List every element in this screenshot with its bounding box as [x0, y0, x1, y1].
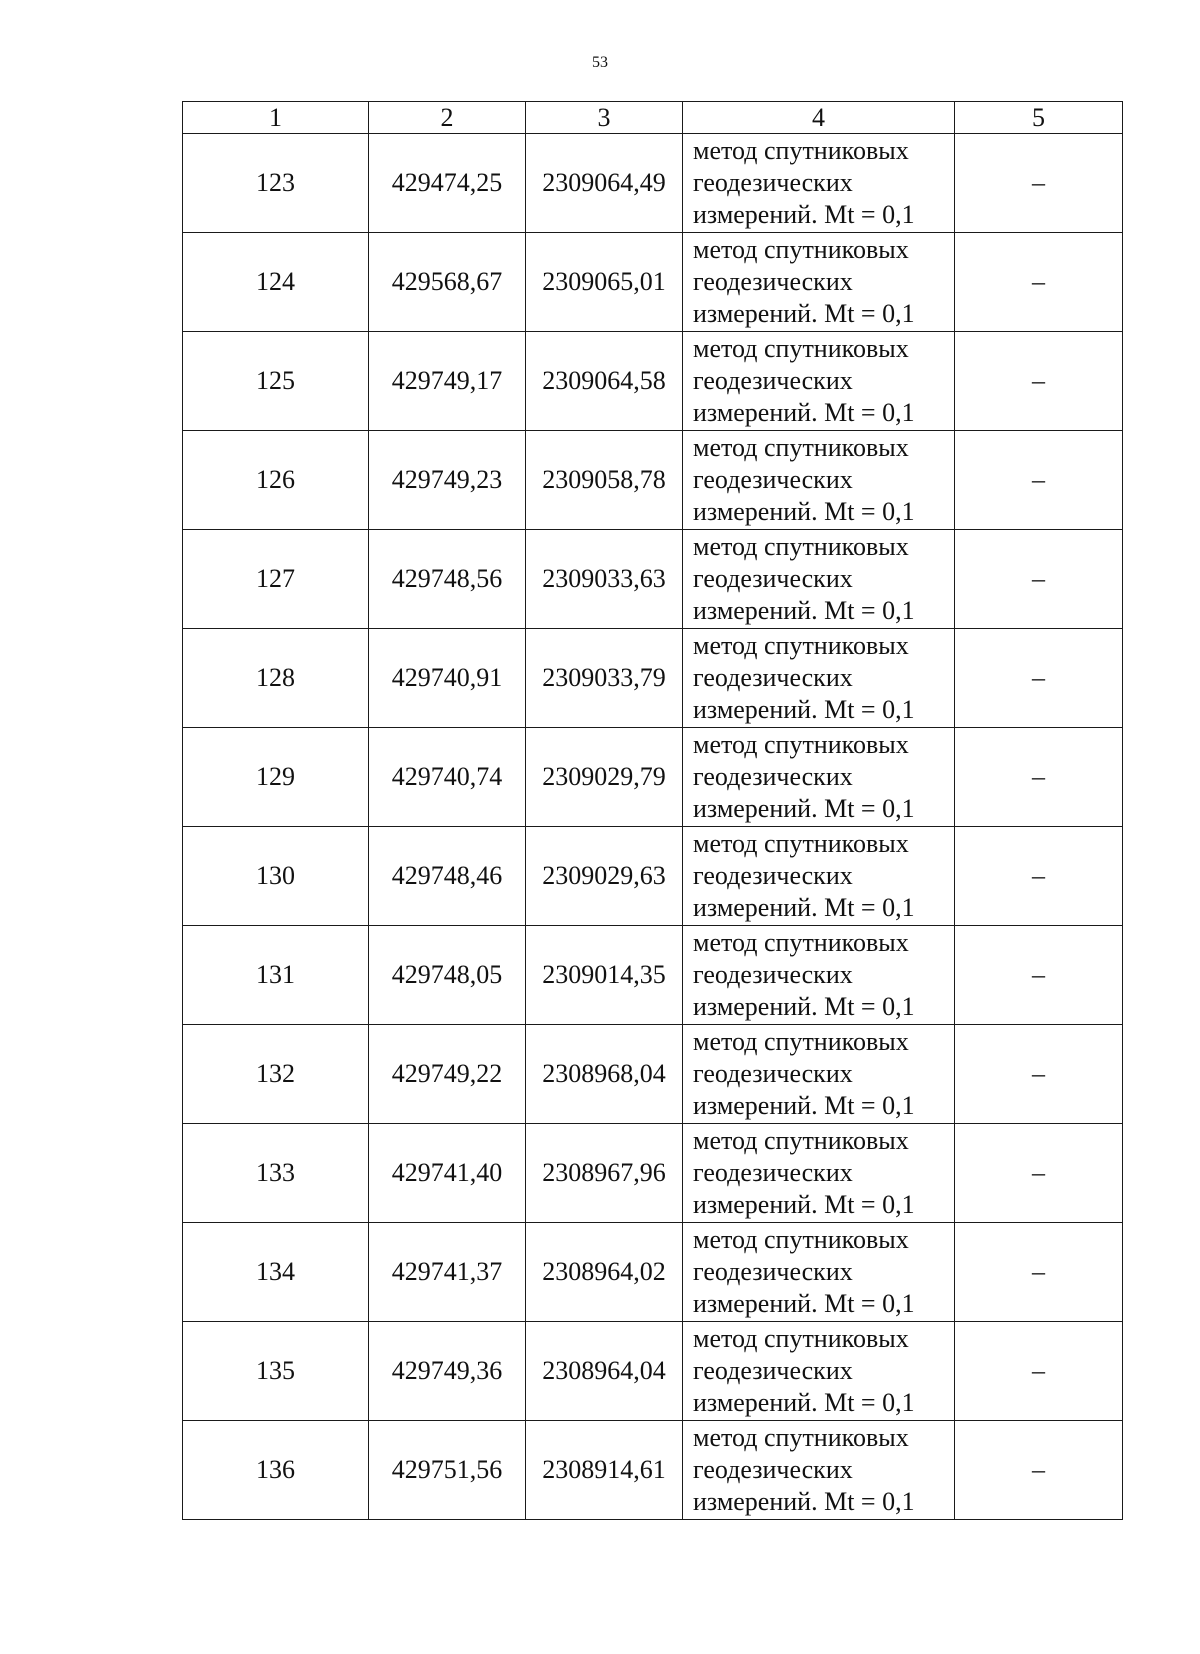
point-number-cell: 135: [183, 1322, 369, 1421]
method-cell: [683, 1025, 955, 1124]
x-coordinate-cell: 429748,56: [369, 530, 526, 629]
column-5-cell: –: [955, 827, 1123, 926]
table-row: [183, 332, 1123, 431]
table-row: [183, 1322, 1123, 1421]
x-coordinate-cell: 429740,91: [369, 629, 526, 728]
column-5-cell: –: [955, 1025, 1123, 1124]
x-coordinate-cell: 429741,37: [369, 1223, 526, 1322]
y-coordinate-cell: 2308964,04: [526, 1322, 683, 1421]
method-line-3: измерений. Mt = 0,1: [693, 794, 915, 823]
y-coordinate-cell: 2308967,96: [526, 1124, 683, 1223]
column-5-cell: –: [955, 1421, 1123, 1520]
y-coordinate-cell: 2309064,49: [526, 134, 683, 233]
y-coordinate-cell: 2309029,63: [526, 827, 683, 926]
method-cell: [683, 1421, 955, 1520]
y-coordinate-cell: 2309033,63: [526, 530, 683, 629]
method-line-3: измерений. Mt = 0,1: [693, 1091, 915, 1120]
x-coordinate-cell: 429568,67: [369, 233, 526, 332]
table-row: [183, 233, 1123, 332]
y-coordinate-cell: 2308964,02: [526, 1223, 683, 1322]
x-coordinate-cell: 429748,46: [369, 827, 526, 926]
method-line-3: измерений. Mt = 0,1: [693, 200, 915, 229]
table-row: [183, 530, 1123, 629]
method-cell: [683, 332, 955, 431]
method-line-3: измерений. Mt = 0,1: [693, 1487, 915, 1516]
x-coordinate-cell: 429474,25: [369, 134, 526, 233]
table-body: [183, 134, 1123, 1520]
method-cell: [683, 728, 955, 827]
point-number-cell: 134: [183, 1223, 369, 1322]
y-coordinate-cell: 2309029,79: [526, 728, 683, 827]
method-line-3: измерений. Mt = 0,1: [693, 1190, 915, 1219]
x-coordinate-cell: 429748,05: [369, 926, 526, 1025]
page-number: 53: [592, 54, 608, 71]
method-line-3: измерений. Mt = 0,1: [693, 497, 915, 526]
method-line-1: метод спутниковых: [693, 334, 909, 363]
method-line-3: измерений. Mt = 0,1: [693, 1289, 915, 1318]
table-row: [183, 1223, 1123, 1322]
table-row: [183, 827, 1123, 926]
method-line-2: геодезических: [693, 564, 853, 593]
point-number-cell: 127: [183, 530, 369, 629]
method-line-2: геодезических: [693, 1158, 853, 1187]
table-row: [183, 926, 1123, 1025]
method-cell: [683, 926, 955, 1025]
header-col-3: 3: [526, 102, 683, 134]
method-line-2: геодезических: [693, 762, 853, 791]
y-coordinate-cell: 2309014,35: [526, 926, 683, 1025]
point-number-cell: 128: [183, 629, 369, 728]
coordinates-table: [182, 101, 1123, 1520]
header-row: [183, 102, 1123, 134]
table-row: [183, 629, 1123, 728]
method-cell: [683, 629, 955, 728]
point-number-cell: 123: [183, 134, 369, 233]
column-5-cell: –: [955, 728, 1123, 827]
column-5-cell: –: [955, 134, 1123, 233]
column-5-cell: –: [955, 332, 1123, 431]
header-col-1: 1: [183, 102, 369, 134]
y-coordinate-cell: 2309058,78: [526, 431, 683, 530]
method-line-1: метод спутниковых: [693, 829, 909, 858]
x-coordinate-cell: 429740,74: [369, 728, 526, 827]
method-cell: [683, 1322, 955, 1421]
method-line-1: метод спутниковых: [693, 532, 909, 561]
method-line-1: метод спутниковых: [693, 136, 909, 165]
x-coordinate-cell: 429749,23: [369, 431, 526, 530]
method-line-3: измерений. Mt = 0,1: [693, 1388, 915, 1417]
method-line-1: метод спутниковых: [693, 1126, 909, 1155]
method-line-2: геодезических: [693, 1455, 853, 1484]
header-col-4: 4: [683, 102, 955, 134]
x-coordinate-cell: 429749,22: [369, 1025, 526, 1124]
point-number-cell: 126: [183, 431, 369, 530]
method-line-2: геодезических: [693, 168, 853, 197]
method-line-3: измерений. Mt = 0,1: [693, 596, 915, 625]
method-line-2: геодезических: [693, 1356, 853, 1385]
point-number-cell: 130: [183, 827, 369, 926]
table-row: [183, 1421, 1123, 1520]
method-line-1: метод спутниковых: [693, 928, 909, 957]
method-line-2: геодезических: [693, 366, 853, 395]
method-cell: [683, 1124, 955, 1223]
point-number-cell: 124: [183, 233, 369, 332]
method-cell: [683, 233, 955, 332]
point-number-cell: 132: [183, 1025, 369, 1124]
x-coordinate-cell: 429749,17: [369, 332, 526, 431]
method-line-3: измерений. Mt = 0,1: [693, 992, 915, 1021]
method-cell: [683, 827, 955, 926]
column-5-cell: –: [955, 1223, 1123, 1322]
method-cell: [683, 134, 955, 233]
method-line-1: метод спутниковых: [693, 1423, 909, 1452]
column-5-cell: –: [955, 233, 1123, 332]
method-line-2: геодезических: [693, 663, 853, 692]
y-coordinate-cell: 2308968,04: [526, 1025, 683, 1124]
table-row: [183, 1025, 1123, 1124]
point-number-cell: 133: [183, 1124, 369, 1223]
column-5-cell: –: [955, 629, 1123, 728]
y-coordinate-cell: 2309065,01: [526, 233, 683, 332]
column-5-cell: –: [955, 926, 1123, 1025]
table-row: [183, 728, 1123, 827]
column-5-cell: –: [955, 431, 1123, 530]
x-coordinate-cell: 429751,56: [369, 1421, 526, 1520]
method-line-3: измерений. Mt = 0,1: [693, 398, 915, 427]
method-line-3: измерений. Mt = 0,1: [693, 695, 915, 724]
point-number-cell: 131: [183, 926, 369, 1025]
point-number-cell: 136: [183, 1421, 369, 1520]
point-number-cell: 129: [183, 728, 369, 827]
method-line-1: метод спутниковых: [693, 1027, 909, 1056]
coordinates-table-container: [182, 101, 1122, 1520]
method-cell: [683, 530, 955, 629]
x-coordinate-cell: 429741,40: [369, 1124, 526, 1223]
y-coordinate-cell: 2308914,61: [526, 1421, 683, 1520]
method-line-2: геодезических: [693, 267, 853, 296]
table-row: [183, 1124, 1123, 1223]
method-line-2: геодезических: [693, 1257, 853, 1286]
table-row: [183, 134, 1123, 233]
method-line-1: метод спутниковых: [693, 1324, 909, 1353]
x-coordinate-cell: 429749,36: [369, 1322, 526, 1421]
method-line-1: метод спутниковых: [693, 235, 909, 264]
method-cell: [683, 431, 955, 530]
method-cell: [683, 1223, 955, 1322]
y-coordinate-cell: 2309064,58: [526, 332, 683, 431]
column-5-cell: –: [955, 1322, 1123, 1421]
method-line-2: геодезических: [693, 1059, 853, 1088]
method-line-2: геодезических: [693, 465, 853, 494]
method-line-1: метод спутниковых: [693, 433, 909, 462]
point-number-cell: 125: [183, 332, 369, 431]
y-coordinate-cell: 2309033,79: [526, 629, 683, 728]
method-line-3: измерений. Mt = 0,1: [693, 299, 915, 328]
method-line-1: метод спутниковых: [693, 631, 909, 660]
method-line-1: метод спутниковых: [693, 1225, 909, 1254]
header-col-2: 2: [369, 102, 526, 134]
method-line-3: измерений. Mt = 0,1: [693, 893, 915, 922]
column-5-cell: –: [955, 530, 1123, 629]
header-col-5: 5: [955, 102, 1123, 134]
method-line-1: метод спутниковых: [693, 730, 909, 759]
method-line-2: геодезических: [693, 960, 853, 989]
method-line-2: геодезических: [693, 861, 853, 890]
column-5-cell: –: [955, 1124, 1123, 1223]
table-header: [183, 102, 1123, 134]
table-row: [183, 431, 1123, 530]
